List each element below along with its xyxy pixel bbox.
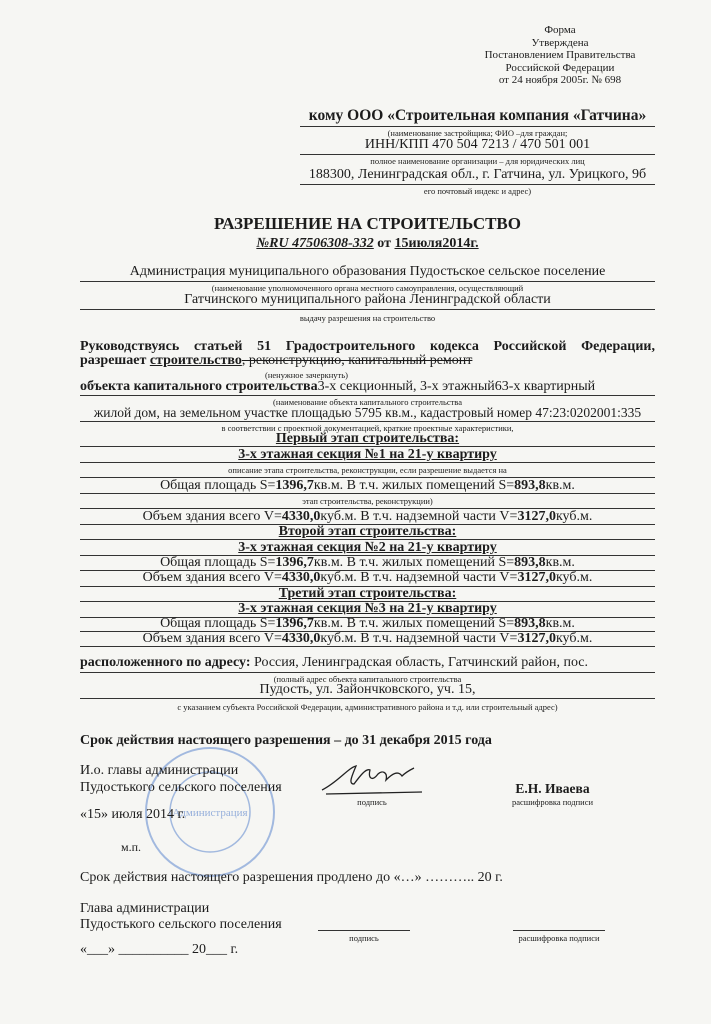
label: куб.м. В т.ч. надземной части V=: [320, 509, 518, 524]
federation-label: Российской Федерации: [505, 61, 615, 74]
stage-1-area: [80, 478, 655, 494]
decree-label: Постановлением Правительства: [484, 49, 636, 61]
divider: [300, 126, 655, 127]
hint: описание этапа строительства, реконструкции, если разрешение выдается на: [228, 465, 507, 475]
signature-hint: подпись: [349, 933, 379, 943]
value: 1396,7: [275, 616, 314, 631]
signer1-name: Е.Н. Иваева: [515, 781, 590, 796]
stage-1-volume: [80, 509, 655, 525]
value: 893,8: [514, 555, 546, 570]
hint: в соответствии с проектной документацией, краткие проектные характеристики,: [221, 423, 514, 433]
value: 893,8: [514, 478, 546, 493]
object-line1: [80, 379, 595, 395]
divider: [80, 646, 655, 647]
stage-1-section: 3-х этажная секция №1 на 21-у квартиру: [238, 447, 497, 462]
hint: с указанием субъекта Российской Федерации, административного района и т.д. или строительный адрес): [177, 702, 558, 712]
document-title: РАЗРЕШЕНИЕ НА СТРОИТЕЛЬСТВО: [213, 214, 521, 233]
label: кв.м. В т.ч. жилых помещений S=: [313, 616, 515, 631]
divider: [80, 493, 655, 494]
hint: (полный адрес объекта капитального строительства: [273, 674, 462, 684]
divider: [80, 462, 655, 463]
chosen-option: строительство: [149, 353, 242, 368]
object-line2: жилой дом, на земельном участке площадью 5795 кв.м., кадастровый номер 47:23:0202001:335: [93, 405, 642, 420]
permit-date: 15июля2014г.: [394, 236, 479, 251]
stage-2-area: [80, 555, 655, 571]
recipient-address: 188300, Ленинградская обл., г. Гатчина, ул. Урицкого, 9б: [308, 167, 647, 182]
seal-place-label: м.п.: [121, 840, 142, 854]
decree-date: от 24 ноября 2005г. № 698: [498, 74, 622, 86]
stage-3-title: Третий этап строительства:: [278, 586, 457, 601]
label: куб.м. В т.ч. надземной части V=: [320, 570, 518, 585]
divider: [80, 281, 655, 282]
signature-hint: подпись: [357, 797, 387, 807]
unit: кв.м.: [545, 616, 575, 631]
authority-line1: Администрация муниципального образования Пудостьское сельское поселение: [129, 264, 606, 279]
permit-number: [80, 236, 655, 252]
value: 893,8: [514, 616, 546, 631]
hint: полное наименование организации – для юридических лиц: [370, 156, 585, 166]
handwritten-signature: [318, 762, 428, 798]
unit: кв.м.: [545, 555, 575, 570]
value: 4330,0: [281, 509, 321, 524]
signer1-position1: И.о. главы администрации: [80, 763, 239, 778]
value: 4330,0: [281, 570, 321, 585]
label: кв.м. В т.ч. жилых помещений S=: [313, 478, 515, 493]
divider: [80, 421, 655, 422]
permit-id: №RU 47506308-332: [256, 236, 374, 251]
stage-1-title: Первый этап строительства:: [275, 431, 460, 446]
label: Общая площадь S=: [160, 478, 276, 493]
location-value: Россия, Ленинградская область, Гатчинский район, пос.: [250, 655, 589, 670]
label: Общая площадь S=: [160, 616, 276, 631]
from-label: от: [373, 236, 395, 251]
divider: [80, 698, 655, 699]
value: 3127,0: [517, 570, 556, 585]
extension-text: Срок действия настоящего разрешения продлено до «…» ……….. 20 г.: [80, 870, 503, 885]
signer1-position2: Пудостького сельского поселения: [80, 780, 282, 795]
form-label: Форма: [544, 24, 576, 36]
authority-line2: Гатчинского муниципального района Ленинградской области: [184, 292, 551, 307]
name-hint: расшифровка подписи: [511, 797, 594, 807]
value: 3127,0: [517, 631, 556, 646]
stage-3-area: [80, 616, 655, 632]
stage-2-volume: [80, 570, 655, 586]
label: Объем здания всего V=: [142, 509, 282, 524]
divider: [80, 672, 655, 673]
signer2-position1: Глава администрации: [80, 901, 210, 916]
stage-3-section: 3-х этажная секция №3 на 21-у квартиру: [238, 601, 497, 616]
basis-line2: [80, 353, 472, 369]
divider: [80, 309, 655, 310]
divider: [80, 395, 655, 396]
label: кв.м. В т.ч. жилых помещений S=: [313, 555, 515, 570]
validity-text: Срок действия настоящего разрешения – до 31 декабря 2015 года: [80, 733, 492, 748]
hint: выдачу разрешения на строительство: [299, 313, 436, 323]
object-label: объекта капитального строительства: [80, 379, 318, 394]
hint: этап строительства, реконструкции): [302, 496, 433, 506]
label: Объем здания всего V=: [142, 631, 282, 646]
unit: куб.м.: [555, 631, 593, 646]
approved-label: Утверждена: [531, 36, 589, 49]
location-label: расположенного по адресу:: [80, 655, 251, 670]
signer2-date: «___» __________ 20___ г.: [80, 942, 239, 957]
name-line: [513, 930, 605, 931]
label: Объем здания всего V=: [142, 570, 282, 585]
stamp-text: Администрация: [172, 807, 248, 819]
unit: куб.м.: [555, 570, 593, 585]
stage-3-volume: [80, 631, 655, 647]
hint: (наименование уполномоченного органа местного самоуправления, осуществляющий: [211, 283, 524, 293]
name-hint: расшифровка подписи: [518, 933, 600, 943]
divider: [300, 154, 655, 155]
label: Общая площадь S=: [160, 555, 276, 570]
stage-2-section: 3-х этажная секция №2 на 21-у квартиру: [238, 540, 497, 555]
location-line2: Пудость, ул. Зайончковского, уч. 15,: [259, 682, 476, 697]
unit: куб.м.: [555, 509, 593, 524]
hint: (ненужное зачеркнуть): [265, 370, 348, 380]
hint: его почтовый индекс и адрес): [423, 186, 532, 196]
unit: кв.м.: [545, 478, 575, 493]
recipient-inn: ИНН/КПП 470 504 7213 / 470 501 001: [364, 137, 591, 152]
allows-label: разрешает: [80, 353, 150, 368]
form-header: [470, 24, 650, 87]
basis-line1: Руководствуясь статьей 51 Градостроительного кодекса Российской Федерации,: [80, 339, 655, 354]
location-line1: [80, 655, 588, 671]
signer1-date: «15» июля 2014 г.: [80, 807, 186, 822]
object-value: 3-х секционный, 3-х этажный63-х квартирный: [317, 379, 596, 394]
value: 1396,7: [275, 478, 314, 493]
struck-options: , реконструкцию, капитальный ремонт: [241, 353, 473, 368]
value: 1396,7: [275, 555, 314, 570]
recipient-name: кому ООО «Строительная компания «Гатчина»: [308, 107, 647, 124]
hint: (наименование застройщика; ФИО –для граждан;: [387, 128, 568, 138]
signature-line: [318, 930, 410, 931]
label: куб.м. В т.ч. надземной части V=: [320, 631, 518, 646]
stage-2-title: Второй этап строительства:: [278, 524, 457, 539]
divider: [300, 184, 655, 185]
value: 3127,0: [517, 509, 556, 524]
hint: (наименование объекта капитального строительства: [273, 397, 462, 407]
value: 4330,0: [281, 631, 321, 646]
signer2-position2: Пудостького сельского поселения: [80, 917, 282, 932]
